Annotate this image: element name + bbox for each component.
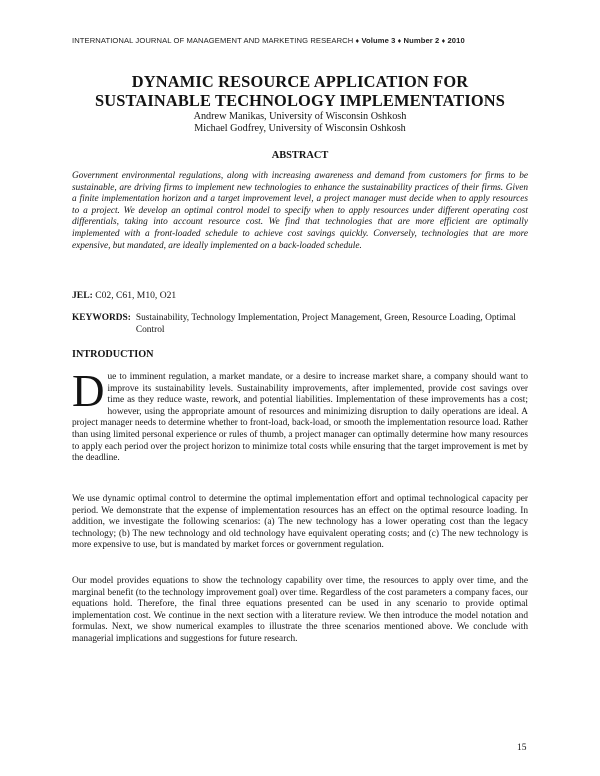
volume-label: Volume 3 [361,36,396,45]
title-line-1: DYNAMIC RESOURCE APPLICATION FOR [131,72,469,91]
diamond-separator-icon: ♦ [355,38,360,45]
journal-name: INTERNATIONAL JOURNAL OF MANAGEMENT AND MARKETING RESEARCH [72,36,354,45]
year-label: 2010 [447,36,465,45]
running-head [72,36,528,45]
author-2: Michael Godfrey, University of Wisconsin Oshkosh [194,123,406,134]
keywords-label: KEYWORDS: [72,313,131,323]
jel-codes [72,290,528,301]
jel-values: C02, C61, M10, O21 [95,290,177,301]
jel-label: JEL: [72,290,93,301]
title-line-2: SUSTAINABLE TECHNOLOGY IMPLEMENTATIONS [94,91,506,110]
drop-cap: D [72,366,105,416]
keywords-values: Sustainability, Technology Implementation, Project Management, Green, Resource Loading, Optimal Control [135,313,516,335]
intro-paragraph-3: Our model provides equations to show the technology capability over time, the resources to apply over time, and the marginal benefit (to the technology improvement goal) over time. Regardless of the cost parameters a company faces, our equations hold. Therefore, the final three equations presented can be used in any scenario to provide optimal implementation cost. We continue in the next section with a literature review. We then introduce the model notation and formulas. Next, we show numerical examples to illustrate the three scenarios mentioned above. We conclude with managerial implications and suggestions for future research. [72,576,528,644]
keywords [72,313,528,337]
abstract-text: Government environmental regulations, along with increasing awareness and demand from customers for firms to be sustainable, are driving firms to implement new technologies to enhance the sustainability practices of their firms. Given a finite implementation horizon and a target improvement level, a project manager must decide when to apply resources to a project. We develop an optimal control model to specify when to apply resources under different operating cost differentials, taking into account resource cost. We find that technologies that are more efficient are optimally implemented with a front-loaded schedule to achieve cost savings quickly. Conversely, technologies that are more expensive, but mandated, are ideally implemented on a back-loaded schedule. [72,171,528,251]
diamond-separator-icon: ♦ [397,38,402,45]
diamond-separator-icon: ♦ [441,38,446,45]
intro-paragraph-1 [72,366,528,465]
abstract-heading: ABSTRACT [271,150,329,161]
author-1: Andrew Manikas, University of Wisconsin Oshkosh [193,111,407,122]
introduction-heading: INTRODUCTION [72,349,154,360]
intro-paragraph-1-text: ue to imminent regulation, a market mandate, or a desire to increase market share, a company should want to improve its sustainability levels. Sustainability improvements, after implemented, provide cost savings over time as they reduce waste, rework, and potential liabilities. Implementation of these improvements has a cost; however, using the appropriate amount of resources and minimizing disruption to daily operations are ideal. A project manager needs to determine whether to front-load, back-load, or smooth the implementation resource load. Rather than using limited personal experience or rules of thumb, a project manager can optimally determine how many resources to apply each period over the project horizon to minimize total costs while ensuring that the target improvement is met by the deadline. [72,372,528,464]
page-number: 15 [517,743,527,753]
author-list [60,111,540,135]
intro-paragraph-2: We use dynamic optimal control to determine the optimal implementation effort and optimal technological capacity per period. We demonstrate that the expense of implementation resources has an effect on the optimal resource loading. In addition, we investigate the following scenarios: (a) The new technology has a lower operating cost than the legacy technology; (b) The new technology and old technology have equivalent operating costs; and (c) The new technology is more expensive to use, but is mandated by market forces or government regulation. [72,494,528,551]
number-label: Number 2 [403,36,440,45]
paper-title [60,72,540,110]
